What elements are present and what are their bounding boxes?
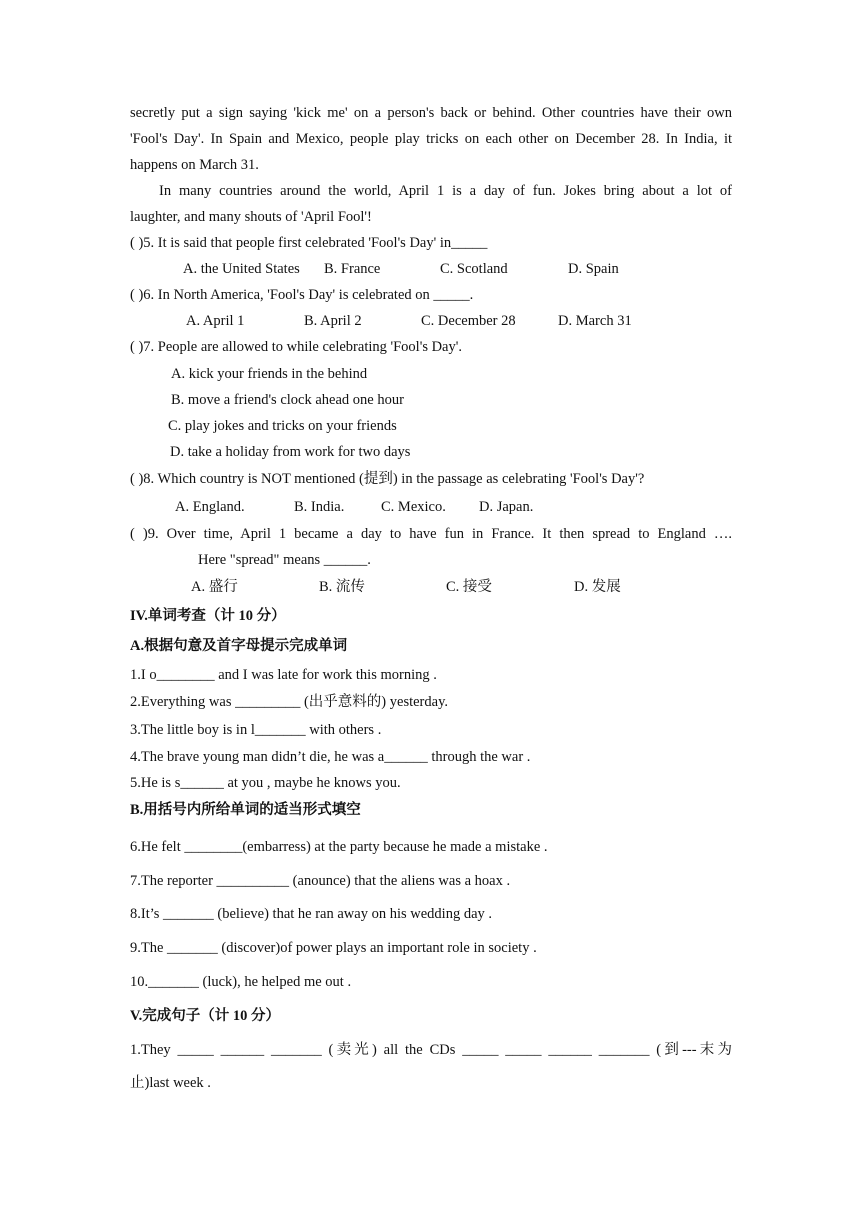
q9-option-d: D. 发展 [574,579,621,595]
q5-option-d: D. Spain [568,261,619,277]
question-9-stem-line-2: Here "spread" means ______. [198,552,371,568]
part-b-item-9: 9.The _______ (discover)of power plays an important role in society . [130,940,537,956]
question-9-stem: ( )9. Over time, April 1 became a day to have fun in France. It then spread to England …. [130,526,732,542]
part-b-item-7: 7.The reporter __________ (anounce) that the aliens was a hoax . [130,873,511,889]
q5-option-c: C. Scotland [440,261,508,277]
part-a-item-4: 4.The brave young man didn’t die, he was a______ through the war . [130,749,531,765]
section-4-title: IV.单词考查（计 10 分） [130,608,286,624]
part-a-item-1: 1.I o________ and I was late for work this morning . [130,667,437,683]
q8-option-c: C. Mexico. [381,499,446,515]
q7-option-a: A. kick your friends in the behind [171,366,368,382]
q8-option-d: D. Japan. [479,499,534,515]
section-5-item-1-line-2: 止)last week . [130,1075,211,1091]
section-5-title: V.完成句子（计 10 分） [130,1008,280,1024]
q7-option-c: C. play jokes and tricks on your friends [168,418,397,434]
section-4-part-b-title: B.用括号内所给单词的适当形式填空 [130,802,361,818]
q8-option-b: B. India. [294,499,345,515]
q5-option-b: B. France [324,261,381,277]
q6-option-b: B. April 2 [304,313,362,329]
passage-line-3: happens on March 31. [130,157,259,173]
part-a-item-3: 3.The little boy is in l_______ with others . [130,722,382,738]
passage-line-5: laughter, and many shouts of 'April Fool'! [130,209,372,225]
q7-option-b: B. move a friend's clock ahead one hour [171,392,404,408]
passage-line-4: In many countries around the world, April 1 is a day of fun. Jokes bring about a lot of [159,183,732,199]
q8-option-a: A. England. [175,499,245,515]
part-b-item-6: 6.He felt ________(embarress) at the party because he made a mistake . [130,839,548,855]
question-7-stem: ( )7. People are allowed to while celebrating 'Fool's Day'. [130,339,462,355]
q7-option-d: D. take a holiday from work for two days [170,444,411,460]
q9-option-b: B. 流传 [319,579,365,595]
q5-option-a: A. the United States [183,261,300,277]
question-5-stem: ( )5. It is said that people first celebrated 'Fool's Day' in_____ [130,235,488,251]
section-4-part-a-title: A.根据句意及首字母提示完成单词 [130,638,348,654]
part-b-item-8: 8.It’s _______ (believe) that he ran away on his wedding day . [130,906,493,922]
part-a-item-5: 5.He is s______ at you , maybe he knows you. [130,775,401,791]
part-a-item-2: 2.Everything was _________ (出乎意料的) yesterday. [130,694,449,710]
question-8-stem: ( )8. Which country is NOT mentioned (提到) in the passage as celebrating 'Fool's Day'? [130,471,645,487]
q9-option-a: A. 盛行 [191,579,238,595]
q6-option-d: D. March 31 [558,313,632,329]
question-6-stem: ( )6. In North America, 'Fool's Day' is celebrated on _____. [130,287,474,303]
q6-option-a: A. April 1 [186,313,245,329]
section-5-item-1-line-1: 1.They _____ ______ _______ (卖光) all the CDs _____ _____ ______ _______ (到---末为 [130,1042,732,1058]
passage-line-2: 'Fool's Day'. In Spain and Mexico, people play tricks on each other on December 28. In India, it [130,131,732,147]
q9-option-c: C. 接受 [446,579,492,595]
part-b-item-10: 10._______ (luck), he helped me out . [130,974,352,990]
q6-option-c: C. December 28 [421,313,516,329]
passage-line-1: secretly put a sign saying 'kick me' on a person's back or behind. Other countries have their own [130,105,732,121]
